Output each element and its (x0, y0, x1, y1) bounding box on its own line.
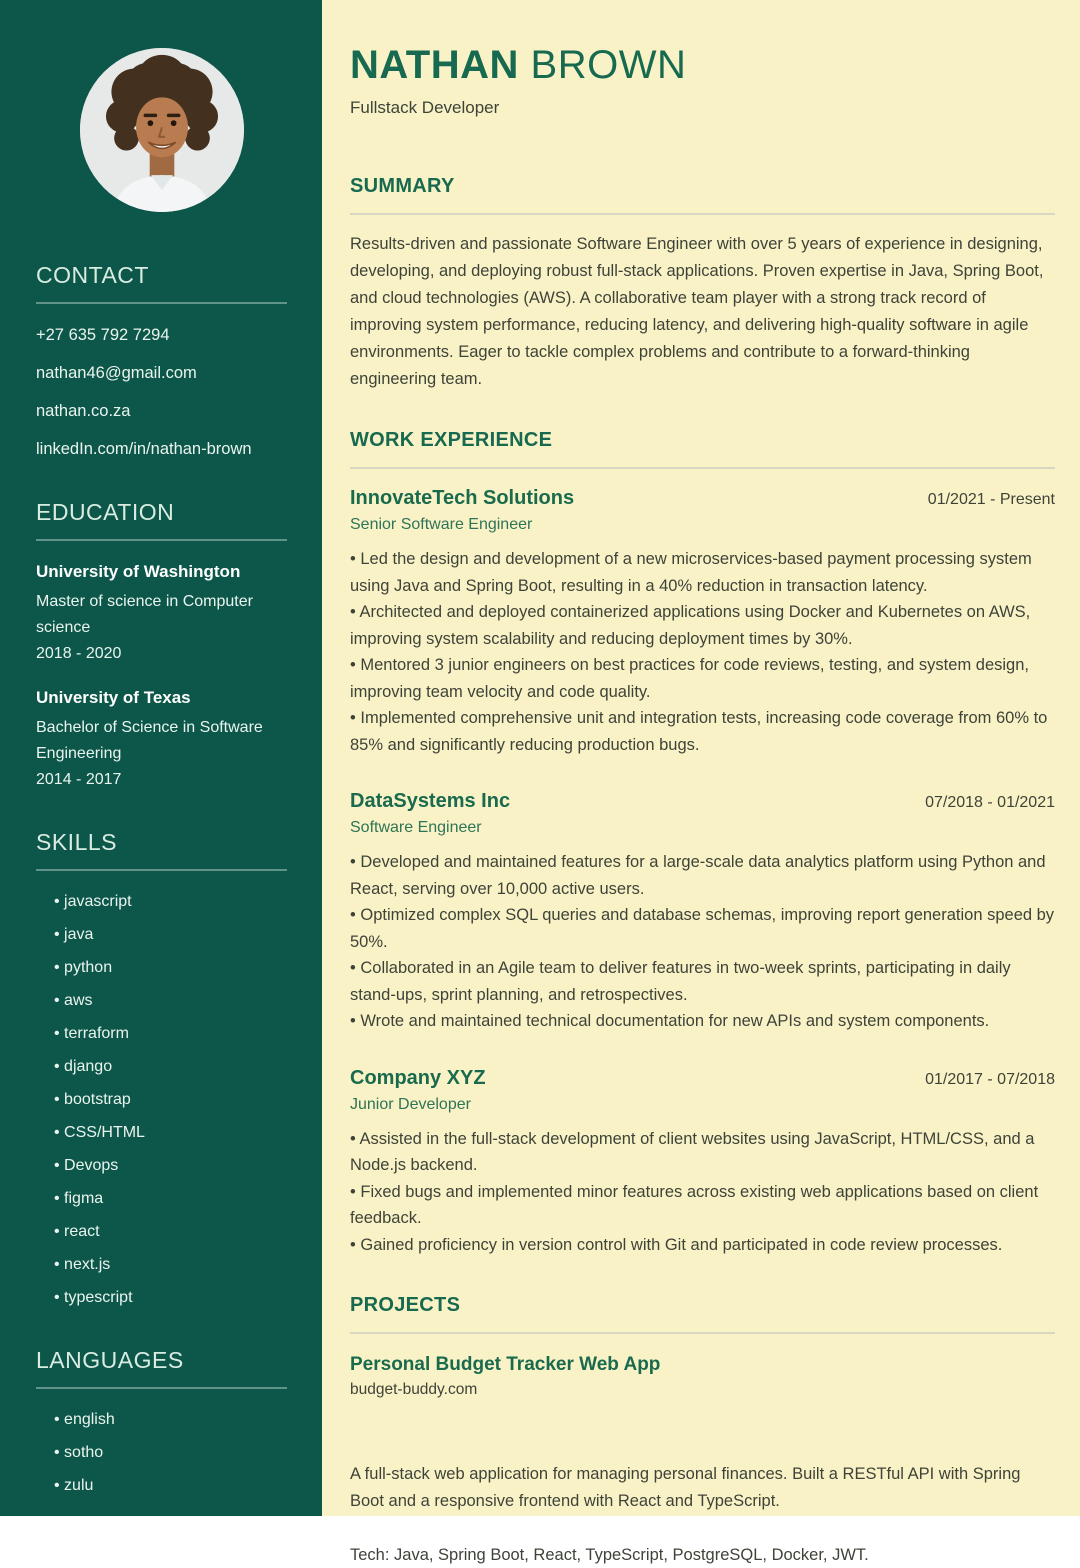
contact-website[interactable]: nathan.co.za (36, 402, 131, 420)
job-header (350, 487, 1055, 510)
contact-divider (36, 302, 287, 304)
job-role: Junior Developer (350, 1095, 471, 1113)
job-bullet: • Fixed bugs and implemented minor features across existing web applications based on client feedback. (350, 1179, 1055, 1232)
sidebar (0, 0, 322, 1516)
skill-item: • terraform (54, 1024, 287, 1043)
job-company: DataSystems Inc (350, 790, 511, 812)
person-avatar-illustration (80, 48, 244, 212)
languages-divider (36, 1387, 287, 1389)
education-dates: 2014 - 2017 (36, 771, 122, 788)
skill-item: • Devops (54, 1156, 287, 1175)
job-bullet: • Architected and deployed containerized applications using Docker and Kubernetes on AWS, improving system scalability and reducing deployment times by 30%. (350, 599, 1055, 652)
main-content (322, 0, 1080, 1564)
work-experience-heading: WORK EXPERIENCE (350, 429, 553, 451)
work-experience-section (350, 429, 1055, 1258)
job-entry (350, 1067, 1055, 1259)
education-school: University of Washington (36, 562, 241, 581)
job-dates: 07/2018 - 01/2021 (925, 794, 1055, 811)
education-divider (36, 539, 287, 541)
job-header (350, 1067, 1055, 1090)
contact-section (36, 262, 287, 459)
job-bullet: • Developed and maintained features for a large-scale data analytics platform using Python and React, serving over 10,000 active users. (350, 849, 1055, 902)
skill-item: • next.js (54, 1255, 287, 1274)
summary-heading: SUMMARY (350, 175, 455, 197)
language-item: • zulu (54, 1476, 287, 1495)
skill-item: • django (54, 1057, 287, 1076)
project-tech: Tech: Java, Spring Boot, React, TypeScript, PostgreSQL, Docker, JWT. (350, 1546, 869, 1564)
job-bullets (350, 1126, 1055, 1259)
language-item: • english (54, 1410, 287, 1429)
skill-item: • react (54, 1222, 287, 1241)
job-bullet: • Gained proficiency in version control with Git and participated in code review processes. (350, 1232, 1055, 1259)
project-name: Personal Budget Tracker Web App (350, 1354, 661, 1375)
job-bullet: • Optimized complex SQL queries and database schemas, improving report generation speed by 50%. (350, 902, 1055, 955)
job-bullet: • Led the design and development of a new microservices-based payment processing system using Java and Spring Boot, resulting in a 40% reduction in transaction latency. (350, 546, 1055, 599)
profile-photo (80, 48, 244, 212)
job-company: InnovateTech Solutions (350, 487, 575, 509)
skill-item: • figma (54, 1189, 287, 1208)
skills-divider (36, 869, 287, 871)
job-bullet: • Wrote and maintained technical documentation for new APIs and system components. (350, 1008, 1055, 1035)
summary-section (350, 175, 1055, 393)
contact-linkedin[interactable]: linkedIn.com/in/nathan-brown (36, 440, 252, 458)
job-entry (350, 487, 1055, 758)
job-dates: 01/2021 - Present (927, 491, 1055, 508)
job-company: Company XYZ (350, 1066, 486, 1089)
education-degree: Master of science in Computer science (36, 593, 253, 636)
summary-text: Results-driven and passionate Software Engineer with over 5 years of experience in designing, developing, and deploying robust full-stack applications. Proven expertise in Java, Spring Boot, and cloud technologies (AWS). A collaborative team player with a strong track record of improving system performance, reducing latency, and delivering high-quality software in agile environments. Eager to tackle complex problems and contribute to a forward-thinking engineering team. (350, 235, 1044, 388)
education-school: University of Texas (36, 688, 191, 707)
languages-section (36, 1347, 287, 1495)
contact-phone: +27 635 792 7294 (36, 326, 170, 344)
projects-heading: PROJECTS (350, 1294, 461, 1316)
job-role: Senior Software Engineer (350, 516, 533, 533)
education-section (36, 499, 287, 789)
skill-item: • bootstrap (54, 1090, 287, 1109)
job-bullet: • Assisted in the full-stack development of client websites using JavaScript, HTML/CSS, and a Node.js backend. (350, 1126, 1055, 1179)
person-name (350, 43, 1055, 87)
education-entry (36, 688, 287, 789)
summary-heading-divider (350, 213, 1055, 215)
education-heading: EDUCATION (36, 499, 175, 525)
job-bullets (350, 849, 1055, 1035)
project-link[interactable]: budget-buddy.com (350, 1381, 478, 1398)
contact-email[interactable]: nathan46@gmail.com (36, 364, 197, 382)
languages-heading: LANGUAGES (36, 1347, 184, 1373)
education-degree: Bachelor of Science in Software Engineering (36, 719, 263, 762)
skill-item: • aws (54, 991, 287, 1010)
job-bullet: • Implemented comprehensive unit and integration tests, increasing code coverage from 60% to 85% and significantly reducing production bugs. (350, 705, 1055, 758)
skill-item: • java (54, 925, 287, 944)
work-heading-divider (350, 467, 1055, 469)
last-name: BROWN (530, 43, 687, 87)
job-header (350, 790, 1055, 813)
skill-item: • typescript (54, 1288, 287, 1307)
job-bullet: • Mentored 3 junior engineers on best practices for code reviews, testing, and system design, improving team velocity and code quality. (350, 652, 1055, 705)
projects-section (350, 1294, 1055, 1568)
job-role: Software Engineer (350, 819, 482, 836)
skill-item: • python (54, 958, 287, 977)
job-bullets (350, 546, 1055, 758)
skill-item: • CSS/HTML (54, 1123, 287, 1142)
contact-heading: CONTACT (36, 262, 149, 288)
skills-section (36, 829, 287, 1307)
project-description: A full-stack web application for managing personal finances. Built a RESTful API with Spring Boot and a responsive frontend with React and TypeScript. (350, 1465, 1021, 1510)
job-dates: 01/2017 - 07/2018 (925, 1070, 1055, 1088)
projects-heading-divider (350, 1332, 1055, 1334)
first-name: NATHAN (350, 43, 519, 87)
job-entry (350, 790, 1055, 1035)
skills-heading: SKILLS (36, 829, 117, 855)
project-entry (350, 1354, 1055, 1568)
person-title: Fullstack Developer (350, 98, 500, 117)
education-entry (36, 562, 287, 663)
language-item: • sotho (54, 1443, 287, 1462)
languages-list (36, 1410, 287, 1495)
education-dates: 2018 - 2020 (36, 645, 122, 662)
skills-list (36, 892, 287, 1307)
job-bullet: • Collaborated in an Agile team to deliver features in two-week sprints, participating in daily stand-ups, sprint planning, and retrospectives. (350, 955, 1055, 1008)
skill-item: • javascript (54, 892, 287, 911)
